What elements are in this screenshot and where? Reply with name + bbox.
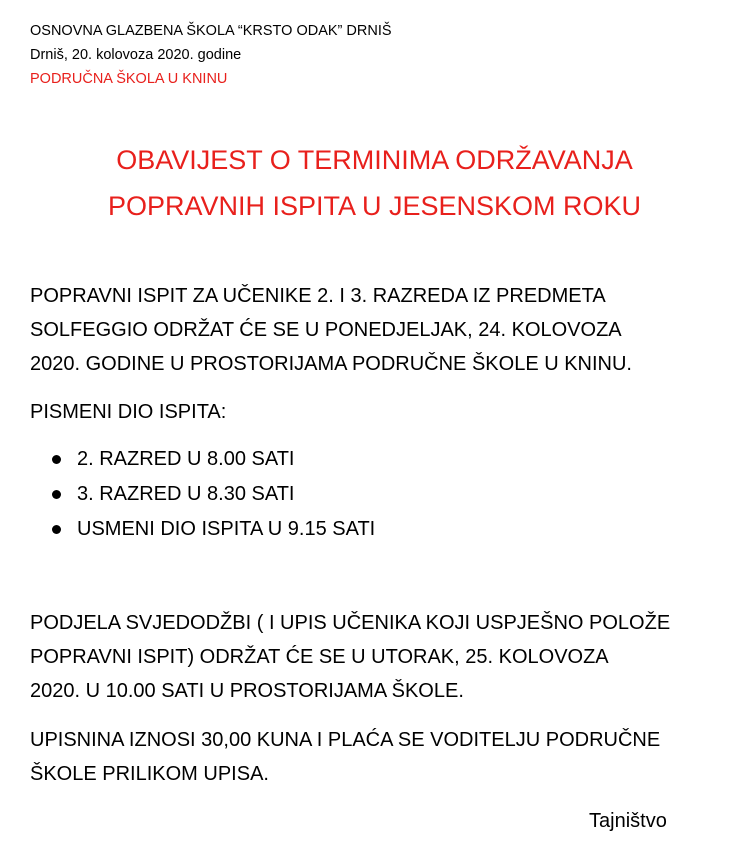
list-item bbox=[30, 512, 375, 547]
fee-paragraph bbox=[30, 723, 735, 791]
notice-title-line-2: POPRAVNIH ISPITA U JESENSKOM ROKU bbox=[107, 191, 642, 221]
list-item-text: 2. RAZRED U 8.00 SATI bbox=[77, 448, 295, 470]
bullet-icon bbox=[52, 455, 61, 464]
list-item bbox=[30, 442, 375, 477]
paragraph-line: PODJELA SVJEDODŽBI ( I UPIS UČENIKA KOJI USPJEŠNO POLOŽE bbox=[30, 612, 671, 634]
notice-title-line-1: OBAVIJEST O TERMINIMA ODRŽAVANJA bbox=[116, 145, 633, 175]
paragraph-line: 2020. U 10.00 SATI U PROSTORIJAMA ŠKOLE. bbox=[30, 680, 464, 702]
paragraph-line: ŠKOLE PRILIKOM UPISA. bbox=[30, 763, 269, 785]
bullet-icon bbox=[52, 490, 61, 499]
paragraph-line: POPRAVNI ISPIT ZA UČENIKE 2. I 3. RAZREDA IZ PREDMETA bbox=[30, 285, 606, 307]
paragraph-line: SOLFEGGIO ODRŽAT ĆE SE U PONEDJELJAK, 24. KOLOVOZA bbox=[30, 319, 622, 341]
paragraph-line: POPRAVNI ISPIT) ODRŽAT ĆE SE U UTORAK, 25. KOLOVOZA bbox=[30, 646, 609, 668]
list-item-text: USMENI DIO ISPITA U 9.15 SATI bbox=[77, 518, 376, 540]
branch-school: PODRUČNA ŠKOLA U KNINU bbox=[30, 71, 228, 87]
document-header bbox=[30, 19, 392, 91]
list-item-text: 3. RAZRED U 8.30 SATI bbox=[77, 483, 295, 505]
list-item bbox=[30, 477, 375, 512]
signature: Tajništvo bbox=[589, 810, 667, 832]
paragraph-line: UPISNINA IZNOSI 30,00 KUNA I PLAĆA SE VODITELJU PODRUČNE bbox=[30, 729, 661, 751]
exam-announcement-paragraph bbox=[30, 279, 735, 381]
notice-title bbox=[0, 137, 749, 229]
school-name: OSNOVNA GLAZBENA ŠKOLA “KRSTO ODAK” DRNIŠ bbox=[30, 23, 392, 39]
certificate-paragraph bbox=[30, 606, 735, 708]
exam-schedule-list bbox=[30, 442, 375, 547]
place-date: Drniš, 20. kolovoza 2020. godine bbox=[30, 47, 242, 63]
written-part-heading: PISMENI DIO ISPITA: bbox=[30, 401, 227, 423]
paragraph-line: 2020. GODINE U PROSTORIJAMA PODRUČNE ŠKOLE U KNINU. bbox=[30, 353, 632, 375]
bullet-icon bbox=[52, 525, 61, 534]
